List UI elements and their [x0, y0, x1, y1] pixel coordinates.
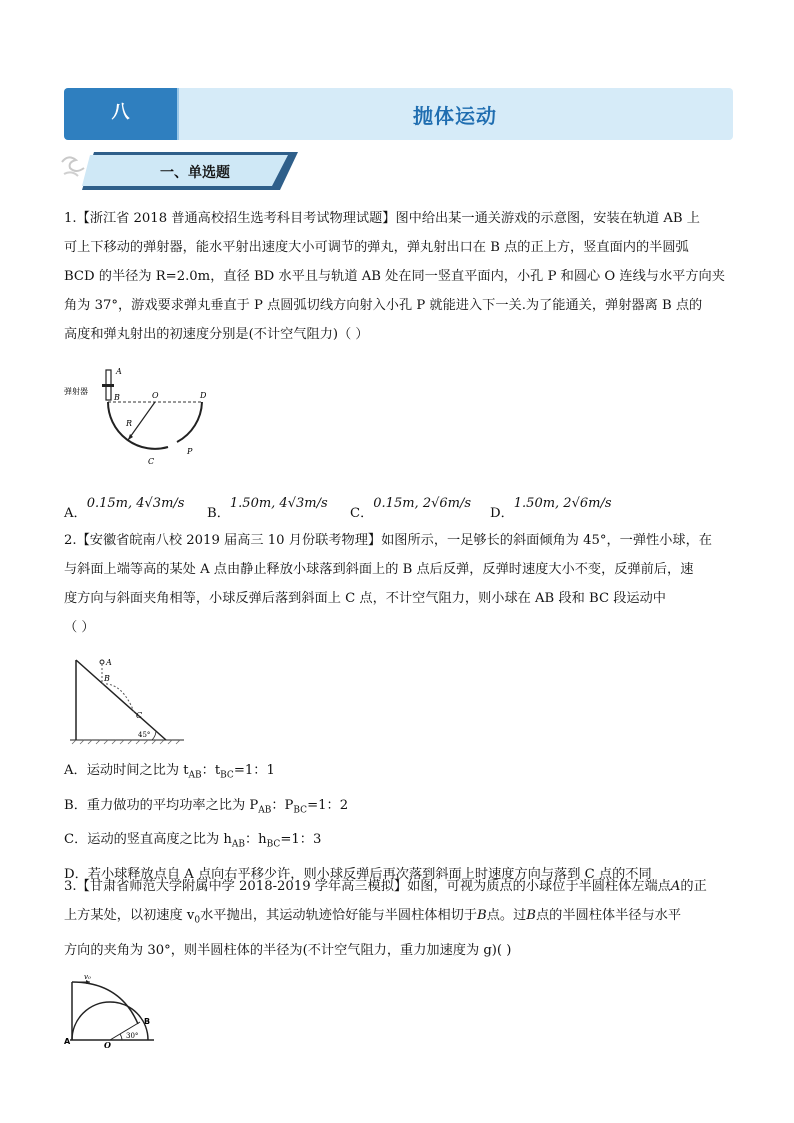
- option-text: A．运动时间之比为 t: [64, 763, 189, 778]
- chapter-tab-label: 八: [111, 102, 130, 123]
- q2-options: [64, 756, 732, 889]
- option-value: 1.50m, 4√3m/s: [229, 496, 328, 511]
- q3-text: B: [477, 908, 487, 923]
- subscript: AB: [231, 839, 245, 850]
- q1-option-c[interactable]: [350, 494, 472, 521]
- q3-text: 的正: [680, 879, 707, 894]
- q3-line: [64, 901, 732, 936]
- q3-text: B: [526, 908, 536, 923]
- q1-option-b[interactable]: [207, 494, 328, 521]
- option-text: ：P: [271, 797, 294, 813]
- q2-line: 度方向与斜面夹角相等，小球反弹后落到斜面上 C 点，不计空气阻力，则小球在 AB 段和 BC 段运动中: [64, 591, 666, 606]
- launcher-label: 弹射器: [64, 387, 88, 396]
- fig-label-C: C: [136, 711, 143, 720]
- fig-label-A: A: [116, 367, 122, 376]
- option-text: ：h: [244, 832, 267, 848]
- q1-line: 角为 37°，游戏要求弹丸垂直于 P 点圆弧切线方向射入小孔 P 就能进入下一关.为了能通关，弹射器离 B 点的: [64, 298, 703, 313]
- q1-line: 可上下移动的弹射器，能水平射出速度大小可调节的弹丸，弹丸射出口在 B 点的正上方，竖直面内的半圆弧: [64, 240, 689, 255]
- q3-text: 点的半圆柱体半径与水平: [535, 908, 682, 923]
- q1-option-a[interactable]: [64, 494, 185, 521]
- q2-option-a[interactable]: [64, 756, 732, 791]
- option-text: C．运动的竖直高度之比为 h: [64, 832, 232, 848]
- q3-text: 点。过: [486, 908, 527, 923]
- fig-label-v0: v₀: [84, 973, 91, 981]
- q3-line: 方向的夹角为 30°，则半圆柱体的半径为(不计空气阻力，重力加速度为 g)( ): [64, 942, 512, 958]
- q3-text: 上方某处，以初速度 v: [64, 908, 195, 923]
- q1-line: BCD 的半径为 R=2.0m，直径 BD 水平且与轨道 AB 处在同一竖直平面内，小孔 P 和圆心 O 连线与水平方向夹: [64, 269, 725, 284]
- q2-line: （ ）: [64, 620, 95, 635]
- section-label: 一、单选题: [160, 165, 230, 181]
- fig-label-C: C: [148, 457, 155, 466]
- fig-label-P: P: [187, 447, 193, 456]
- chapter-title: 抛体运动: [413, 104, 497, 128]
- q3-text: A: [670, 879, 681, 894]
- subscript: 0: [194, 915, 201, 926]
- question-3-text: [64, 872, 732, 965]
- q1-line: 1.【浙江省 2018 普通高校招生选考科目考试物理试题】图中给出某一通关游戏的示意图，安装在轨道 AB 上: [64, 211, 700, 226]
- fig-label-A: A: [106, 658, 112, 667]
- option-key: D．: [490, 506, 514, 521]
- q1-line: 高度和弹丸射出的初速度分别是(不计空气阻力)（ ）: [64, 327, 369, 342]
- fig-label-A: A: [64, 1037, 71, 1046]
- subscript: BC: [293, 805, 308, 816]
- q3-text: 水平抛出，其运动轨迹恰好能与半圆柱体相切于: [200, 908, 478, 923]
- q2-option-b[interactable]: [64, 791, 732, 826]
- section-header: [60, 152, 310, 192]
- option-value: 0.15m, 4√3m/s: [86, 496, 185, 511]
- q2-option-d[interactable]: D．若小球释放点自 A 点向右平移少许，则小球反弹后再次落到斜面上时速度方向与落到 C 点的不同: [64, 866, 652, 882]
- q3-figure: [62, 972, 158, 1048]
- q2-option-c[interactable]: [64, 825, 732, 860]
- option-value: 1.50m, 2√6m/s: [513, 496, 612, 511]
- chapter-tab: [64, 88, 177, 140]
- subscript: AB: [258, 805, 272, 816]
- fig-label-O: O: [104, 1040, 111, 1048]
- fig-angle-label: 30°: [126, 1032, 139, 1040]
- option-value: 0.15m, 2√6m/s: [373, 496, 472, 511]
- fig-label-B: B: [144, 1017, 151, 1026]
- option-key: A．: [64, 506, 87, 521]
- fig-angle-label: 45°: [138, 731, 151, 739]
- question-2-text: [64, 526, 732, 642]
- option-text: =1：3: [280, 832, 322, 848]
- option-text: =1：1: [233, 763, 275, 778]
- option-key: B．: [207, 506, 230, 521]
- subscript: BC: [220, 770, 234, 781]
- subscript: BC: [266, 839, 281, 850]
- q1-option-d[interactable]: [490, 494, 612, 521]
- fig-label-O: O: [152, 391, 159, 400]
- q3-text: 3.【甘肃省师范大学附属中学 2018-2019 学年高三模拟】如图，可视为质点的小球位于半圆柱体左端点: [64, 879, 671, 894]
- option-text: ：t: [201, 763, 221, 778]
- fig-label-R: R: [126, 419, 133, 428]
- q2-line: 与斜面上端等高的某处 A 点由静止释放小球落到斜面上的 B 点后反弹，反弹时速度大小不变，反弹前后，速: [64, 562, 694, 577]
- subscript: AB: [188, 770, 202, 781]
- option-key: C．: [350, 506, 374, 521]
- option-text: =1：2: [307, 797, 349, 813]
- q3-line: [64, 872, 732, 901]
- q2-figure: [66, 654, 186, 746]
- question-1-text: [64, 204, 732, 349]
- fig-label-B: B: [104, 674, 110, 683]
- chapter-banner: [64, 88, 733, 140]
- q2-line: 2.【安徽省皖南八校 2019 届高三 10 月份联考物理】如图所示，一足够长的斜面倾角为 45°，一弹性小球，在: [64, 533, 712, 548]
- q1-figure: [64, 362, 224, 472]
- option-text: B．重力做功的平均功率之比为 P: [64, 797, 259, 813]
- fig-label-D: D: [200, 391, 207, 400]
- fig-label-B: B: [114, 393, 120, 402]
